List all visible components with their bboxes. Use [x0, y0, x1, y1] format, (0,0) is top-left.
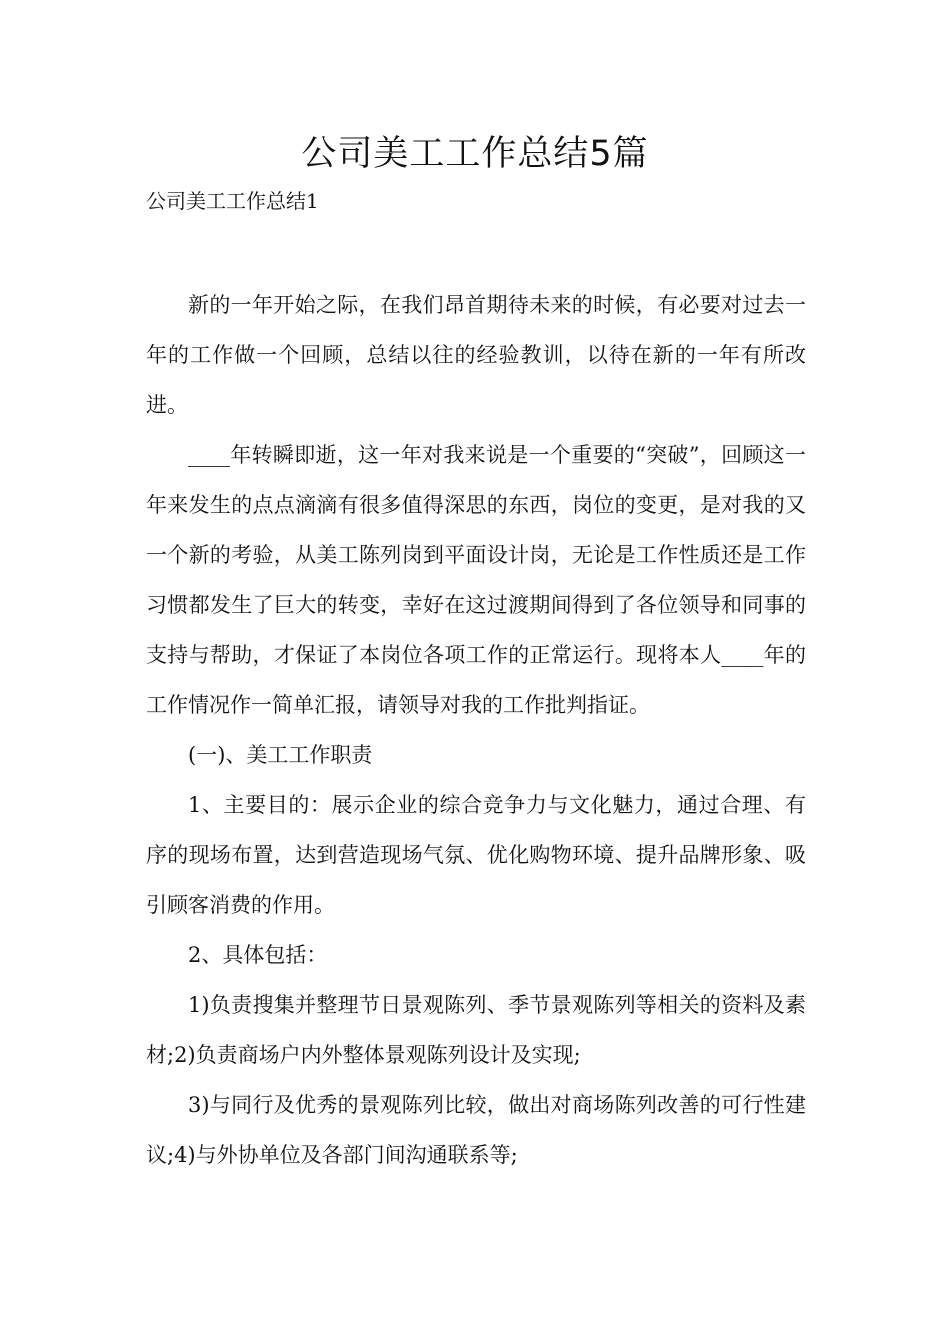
section-heading-duties: (一)、美工工作职责	[188, 743, 373, 767]
document-subtitle: 公司美工工作总结1	[146, 189, 319, 213]
document-body	[146, 280, 806, 1180]
paragraph-year-review: ____年转瞬即逝，这一年对我来说是一个重要的“突破”，回顾这一年来发生的点点滴滴有很多值得深思的东西，岗位的变更，是对我的又一个新的考验，从美工陈列岗到平面设计岗，无论是工作性质还是工作习惯都发生了巨大的转变，幸好在这过渡期间得到了各位领导和同事的支持与帮助，才保证了本岗位各项工作的正常运行。现将本人____年的工作情况作一简单汇报，请领导对我的工作批判指证。	[146, 443, 806, 717]
paragraph-specifics-heading: 2、具体包括：	[188, 943, 328, 967]
paragraph-intro: 新的一年开始之际，在我们昂首期待未来的时候，有必要对过去一年的工作做一个回顾，总结以往的经验教训，以待在新的一年有所改进。	[146, 293, 806, 417]
document-title: 公司美工工作总结5篇	[301, 134, 649, 174]
paragraph-duties-3-4: 3)与同行及优秀的景观陈列比较，做出对商场陈列改善的可行性建议;4)与外协单位及各部门间沟通联系等;	[146, 1093, 806, 1167]
paragraph-duties-1-2: 1)负责搜集并整理节日景观陈列、季节景观陈列等相关的资料及素材;2)负责商场户内外整体景观陈列设计及实现;	[146, 993, 806, 1067]
paragraph-main-purpose: 1、主要目的：展示企业的综合竞争力与文化魅力，通过合理、有序的现场布置，达到营造现场气氛、优化购物环境、提升品牌形象、吸引顾客消费的作用。	[146, 793, 806, 917]
